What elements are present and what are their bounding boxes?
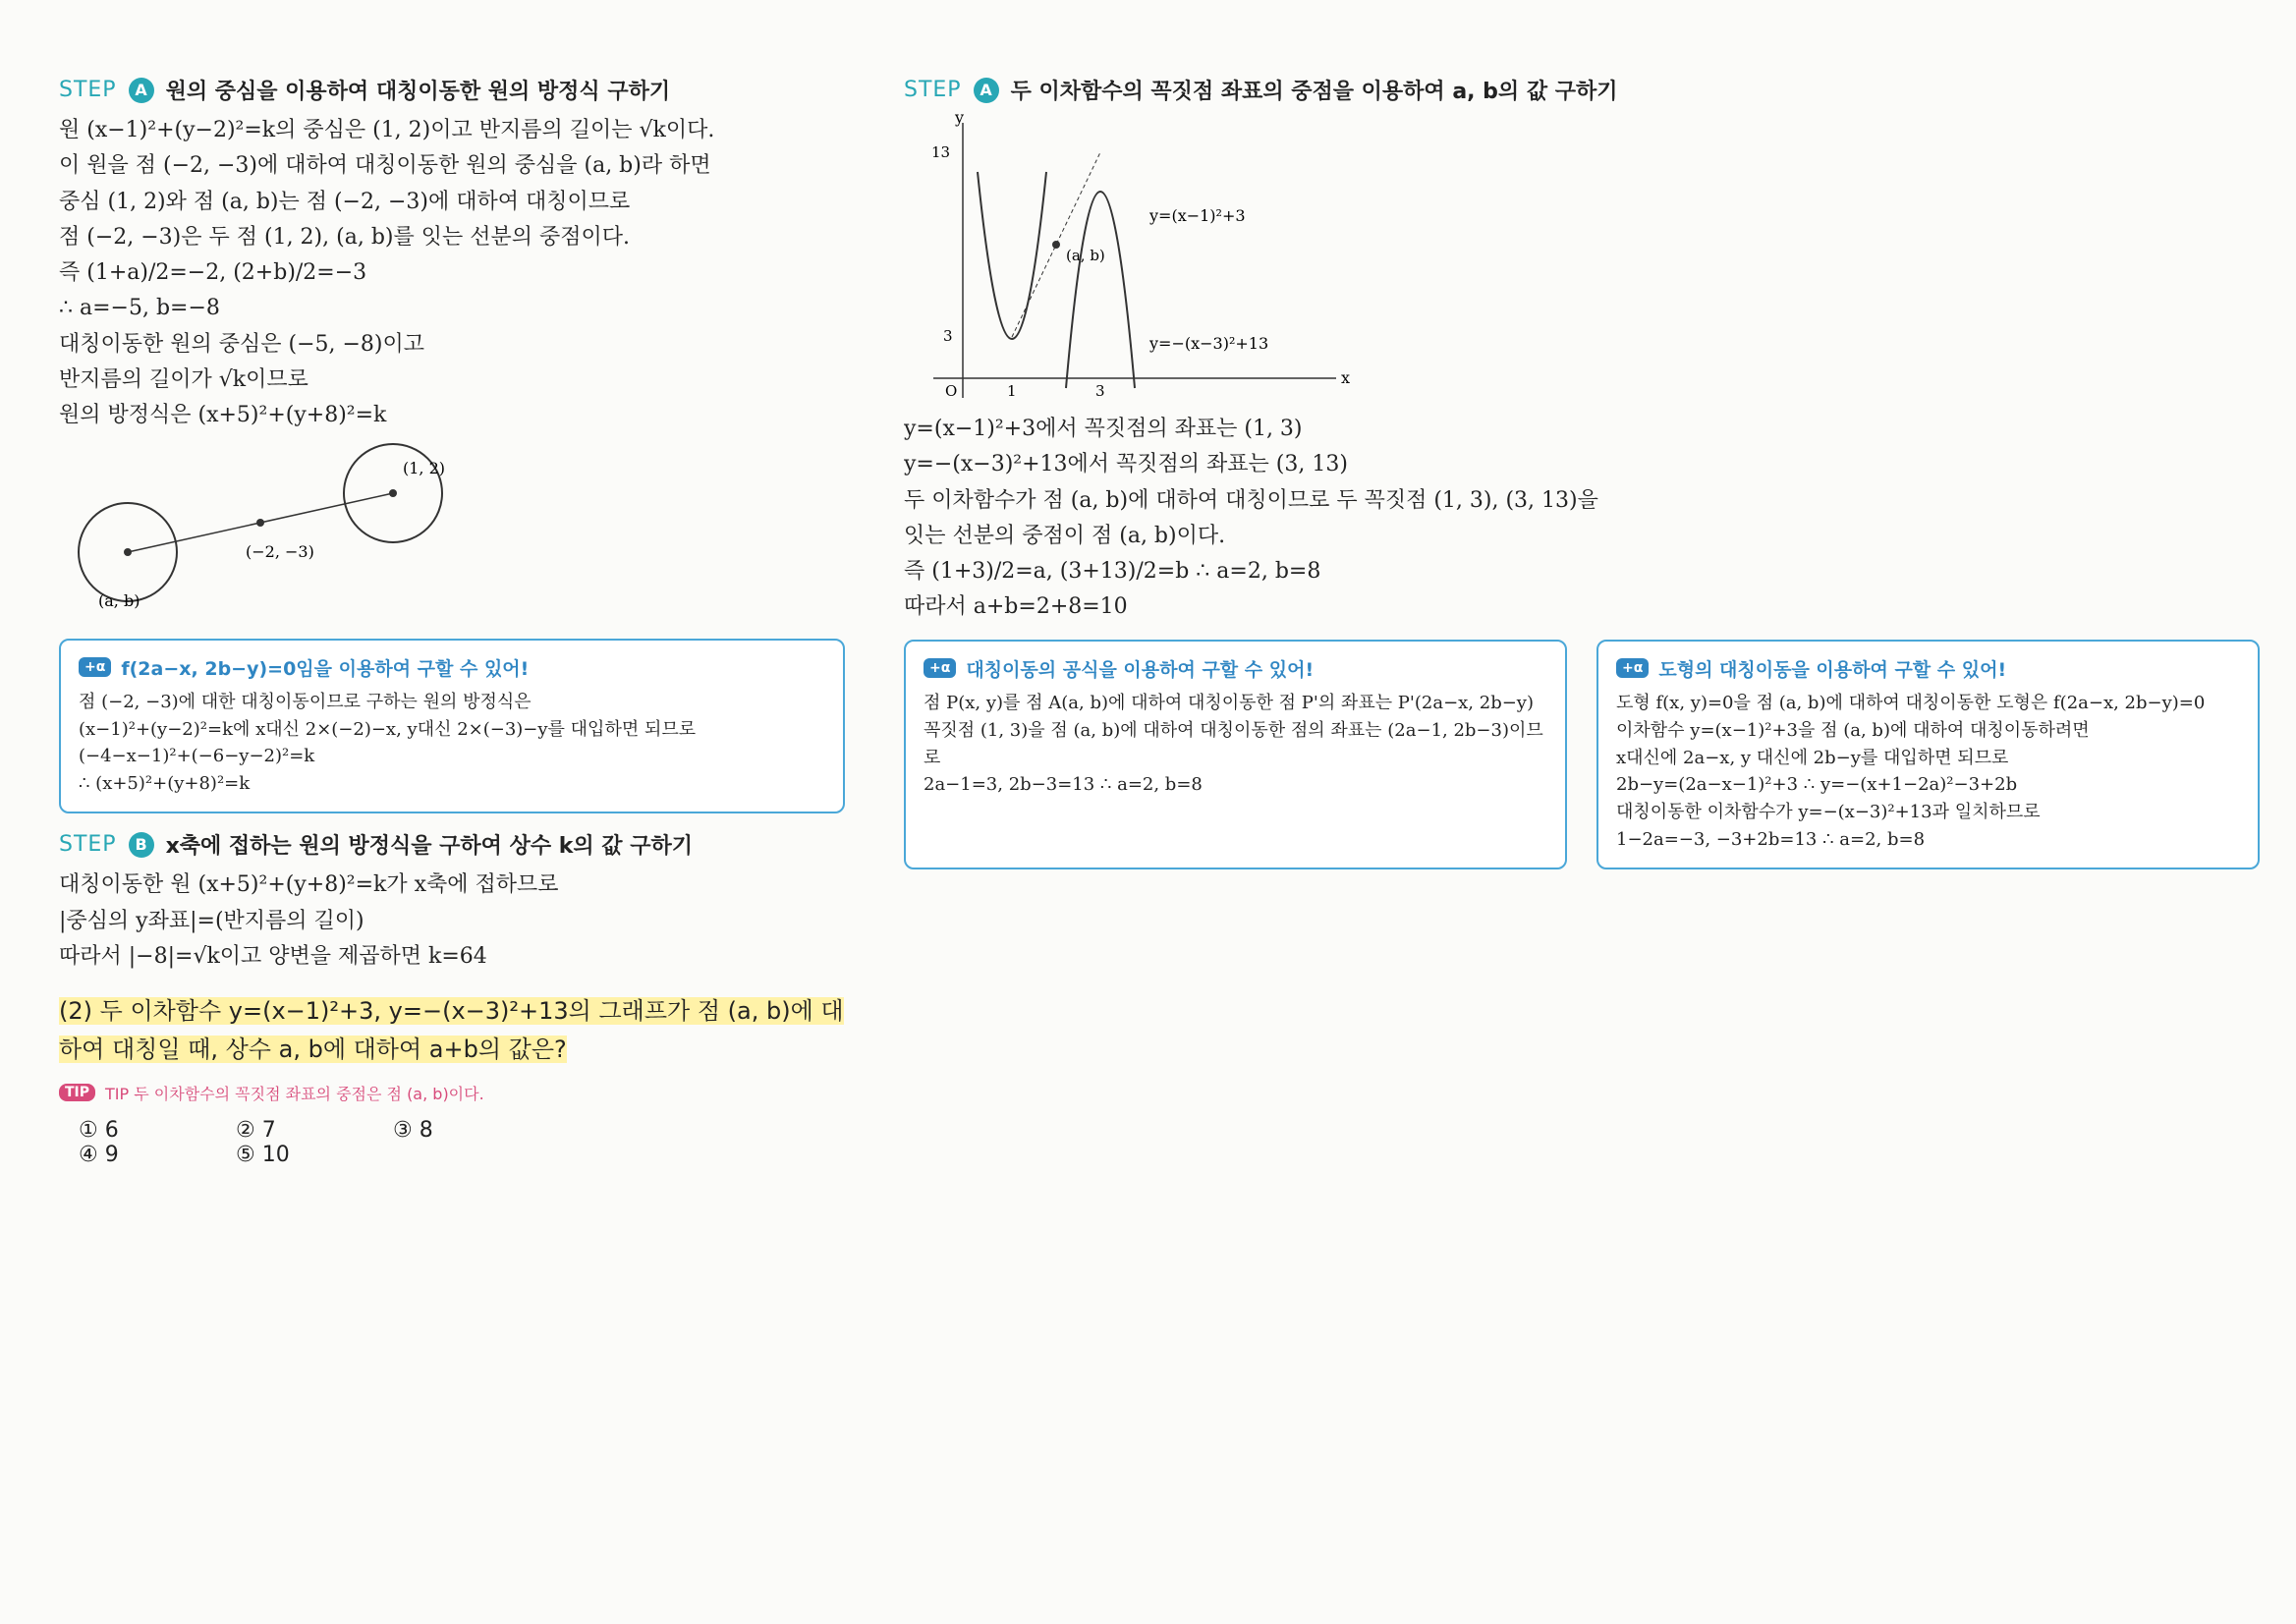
- choice[interactable]: ③ 8: [393, 1117, 433, 1143]
- choice[interactable]: ② 7: [236, 1117, 276, 1143]
- solution-line: 두 이차함수가 점 (a, b)에 대하여 대칭이므로 두 꼭짓점 (1, 3), (3, 13)을: [904, 487, 1598, 513]
- solution-line: 이 원을 점 (−2, −3)에 대하여 대칭이동한 원의 중심을 (a, b)라 하면: [59, 153, 711, 179]
- solution-line: 잇는 선분의 중점이 점 (a, b)이다.: [904, 523, 1226, 548]
- solution-line: 따라서 |−8|=√k이고 양변을 제곱하면 k=64: [59, 943, 487, 969]
- solution-line: 반지름의 길이가 √k이므로: [59, 367, 308, 393]
- solution-line: y=−(x−3)²+13에서 꼭짓점의 좌표는 (3, 13): [904, 452, 1348, 477]
- center-point: [1052, 241, 1060, 249]
- solution-line: ∴ a=−5, b=−8: [59, 296, 220, 321]
- curve2-label: y=−(x−3)²+13: [1149, 334, 1269, 353]
- label-midpoint: (−2, −3): [246, 541, 314, 561]
- tick-3y: 3: [943, 327, 953, 345]
- choices: [79, 1118, 865, 1167]
- tip: TIP TIP 두 이차함수의 꼭짓점 좌표의 중점은 점 (a, b)이다.: [59, 1082, 865, 1104]
- alt-method-box: +α f(2a−x, 2b−y)=0임을 이용하여 구할 수 있어! 점 (−2, −3)에 대한 대칭이동이므로 구하는 원의 방정식은 (x−1)²+(y−2)²=k에 x대신 2×(−2)−x, y대신 2×(−3)−y를 대입하면 되므로 (−4−x−1)²+(−6−y−2)²=k ∴ (x+5)²+(y+8)²=k: [59, 639, 845, 814]
- x-axis-label: x: [1341, 368, 1351, 387]
- far-right-column: [904, 59, 2260, 1572]
- solution-line: 점 (−2, −3)은 두 점 (1, 2), (a, b)를 잇는 선분의 중점이다.: [59, 224, 630, 250]
- solution-line: 원의 방정식은 (x+5)²+(y+8)²=k: [59, 403, 387, 428]
- tip-icon: +α: [924, 658, 956, 678]
- alt-method-box: +α 도형의 대칭이동을 이용하여 구할 수 있어! 도형 f(x, y)=0을 점 (a, b)에 대하여 대칭이동한 도형은 f(2a−x, 2b−y)=0 이차함수 y=(x−1)²+3을 점 (a, b)에 대하여 대칭이동하려면 x대신에 2a−x, y 대신에 2b−y를 대입하면 되므로 2b−y=(2a−x−1)²+3 ∴ y=−(x+1−2a)²−3+2b 대칭이동한 이차함수가 y=−(x−3)²+13과 일치하므로 1−2a=−3, −3+2b=13 ∴ a=2, b=8: [1596, 640, 2260, 869]
- tick-1: 1: [1007, 382, 1017, 400]
- tick-13: 13: [931, 143, 951, 161]
- question-2: (2) 두 이차함수 y=(x−1)²+3, y=−(x−3)²+13의 그래프가 점 (a, b)에 대하여 대칭일 때, 상수 a, b에 대하여 a+b의 값은?: [59, 997, 844, 1063]
- step-a-header: STEP A 원의 중심을 이용하여 대칭이동한 원의 방정식 구하기: [59, 78, 671, 104]
- label-ab: (a, b): [98, 590, 140, 610]
- center-12: [389, 489, 397, 497]
- solution-line: 대칭이동한 원의 중심은 (−5, −8)이고: [59, 331, 425, 357]
- circle-symmetry-figure: [59, 434, 472, 621]
- midpoint: [256, 519, 264, 527]
- right-column: [59, 59, 865, 1572]
- solution-line: |중심의 y좌표|=(반지름의 길이): [59, 908, 364, 933]
- solution-line: 중심 (1, 2)와 점 (a, b)는 점 (−2, −3)에 대하여 대칭이므로: [59, 189, 631, 214]
- solution-line: 원 (x−1)²+(y−2)²=k의 중심은 (1, 2)이고 반지름의 길이는 √k이다.: [59, 118, 715, 142]
- solution-line: y=(x−1)²+3에서 꼭짓점의 좌표는 (1, 3): [904, 417, 1303, 441]
- choice[interactable]: ④ 9: [79, 1142, 119, 1167]
- solution-line: 즉 (1+3)/2=a, (3+13)/2=b ∴ a=2, b=8: [904, 559, 1321, 585]
- parabola-down: [1066, 192, 1135, 388]
- solution-line: 대칭이동한 원 (x+5)²+(y+8)²=k가 x축에 접하므로: [59, 872, 559, 898]
- tip-icon: +α: [79, 657, 111, 677]
- origin-label: O: [945, 382, 958, 400]
- center-ab: [124, 548, 132, 556]
- y-axis-label: y: [955, 113, 965, 127]
- solution-line: 즉 (1+a)/2=−2, (2+b)/2=−3: [59, 260, 367, 286]
- label-12: (1, 2): [403, 458, 446, 477]
- tick-3: 3: [1095, 382, 1105, 400]
- tip-icon: +α: [1616, 658, 1649, 678]
- choice[interactable]: ⑤ 10: [236, 1142, 290, 1167]
- step-b-header: STEP B x축에 접하는 원의 방정식을 구하여 상수 k의 값 구하기: [59, 832, 693, 860]
- step-a2-header: STEP A 두 이차함수의 꼭짓점 좌표의 중점을 이용하여 a, b의 값 구하기: [904, 78, 1618, 104]
- alt-method-box: +α 대칭이동의 공식을 이용하여 구할 수 있어! 점 P(x, y)를 점 A(a, b)에 대하여 대칭이동한 점 P'의 좌표는 P'(2a−x, 2b−y) 꼭짓점 (1, 3)을 점 (a, b)에 대하여 대칭이동한 점의 좌표는 (2a−1, 2b−3)이므로 2a−1=3, 2b−3=13 ∴ a=2, b=8: [904, 640, 1567, 869]
- center-label: (a, b): [1066, 247, 1105, 264]
- choice[interactable]: ① 6: [79, 1117, 119, 1143]
- solution-line: 따라서 a+b=2+8=10: [904, 594, 1128, 620]
- parabola-up: [978, 172, 1046, 339]
- curve1-label: y=(x−1)²+3: [1149, 206, 1246, 225]
- parabola-figure: [904, 113, 1356, 408]
